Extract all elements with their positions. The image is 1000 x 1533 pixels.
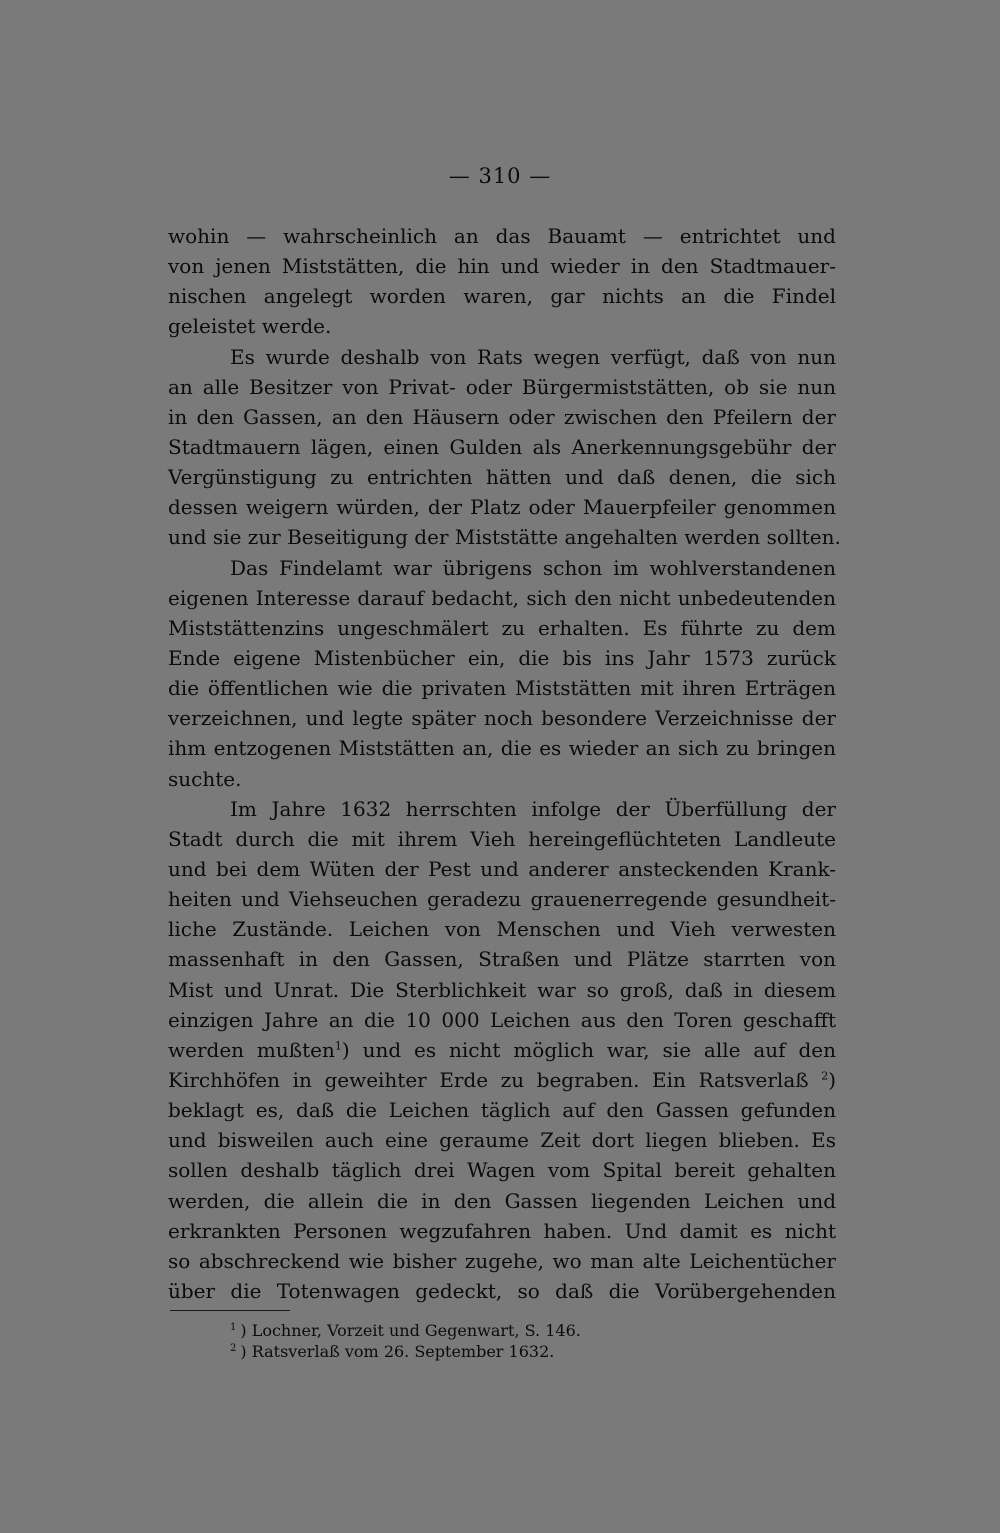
- footnotes: [230, 1320, 581, 1362]
- text-line: und sie zur Beseitigung der Miststätte angehalten werden sollten.: [168, 525, 841, 550]
- text-line: liche Zustände. Leichen von Menschen und Vieh verwesten: [168, 917, 836, 942]
- body-text: [168, 221, 841, 1306]
- text-line: geleistet werde.: [168, 314, 332, 339]
- footnote-text: ) Ratsverlaß vom 26. September 1632.: [240, 1342, 555, 1361]
- text-line: werden, die allein die in den Gassen liegenden Leichen und: [168, 1188, 836, 1213]
- text-line: von jenen Miststätten, die hin und wieder in den Stadtmauer-: [168, 254, 836, 279]
- text-line: verzeichnen, und legte später noch besondere Verzeichnisse der: [168, 706, 836, 731]
- footnote-text: ) Lochner, Vorzeit und Gegenwart, S. 146.: [240, 1321, 581, 1340]
- text-line: Stadt durch die mit ihrem Vieh hereingeflüchteten Landleute: [168, 826, 836, 851]
- text-line: Ende eigene Mistenbücher ein, die bis ins Jahr 1573 zurück: [168, 645, 836, 670]
- text-line: und bei dem Wüten der Pest und anderer ansteckenden Krank-: [168, 856, 836, 881]
- footnote: [230, 1320, 581, 1341]
- footnote-mark: 1: [230, 1321, 237, 1333]
- text-line: die öffentlichen wie die privaten Miststätten mit ihren Erträgen: [168, 676, 836, 701]
- text-line: heiten und Viehseuchen geradezu grauenerregende gesundheit-: [168, 887, 836, 912]
- footnote-mark: 2: [230, 1342, 237, 1354]
- text-line: eigenen Interesse darauf bedacht, sich den nicht unbedeutenden: [168, 585, 836, 610]
- text-line: so abschreckend wie bisher zugehe, wo man alte Leichentücher: [168, 1248, 836, 1273]
- text-segment: Kirchhöfen in geweihter Erde zu begraben. Ein Ratsverlaß: [168, 1067, 822, 1092]
- text-line: beklagt es, daß die Leichen täglich auf den Gassen gefunden: [168, 1098, 836, 1123]
- text-line: einzigen Jahre an die 10 000 Leichen aus den Toren geschafft: [168, 1007, 836, 1032]
- footnote: [230, 1341, 581, 1362]
- text-line: Es wurde deshalb von Rats wegen verfügt, daß von nun: [230, 344, 836, 369]
- text-line: Vergünstigung zu entrichten hätten und daß denen, die sich: [168, 465, 836, 490]
- text-line: an alle Besitzer von Privat- oder Bürgermiststätten, ob sie nun: [168, 374, 836, 399]
- text-line: dessen weigern würden, der Platz oder Mauerpfeiler genommen: [168, 495, 836, 520]
- text-segment: werden mußten: [168, 1037, 335, 1062]
- text-segment: ): [828, 1067, 836, 1092]
- text-line-with-footnote-ref: [168, 1035, 836, 1065]
- text-line: suchte.: [168, 766, 242, 791]
- text-line: sollen deshalb täglich drei Wagen vom Spital bereit gehalten: [168, 1158, 836, 1183]
- footnote-reference: 1: [334, 1039, 342, 1053]
- text-line: und bisweilen auch eine geraume Zeit dort liegen blieben. Es: [168, 1128, 836, 1153]
- text-line: Mist und Unrat. Die Sterblichkeit war so groß, daß in diesem: [168, 977, 836, 1002]
- text-line: erkrankten Personen wegzufahren haben. Und damit es nicht: [168, 1218, 836, 1243]
- text-line: Das Findelamt war übrigens schon im wohlverstandenen: [230, 555, 836, 580]
- footnote-divider: [170, 1310, 290, 1311]
- text-line: wohin — wahrscheinlich an das Bauamt — entrichtet und: [168, 224, 836, 248]
- text-line: Miststättenzins ungeschmälert zu erhalten. Es führte zu dem: [168, 615, 836, 640]
- footnote-reference: 2: [821, 1069, 829, 1083]
- text-line-with-footnote-ref: [168, 1065, 836, 1095]
- text-line: ihm entzogenen Miststätten an, die es wieder an sich zu bringen: [168, 736, 836, 761]
- page-number: — 310 —: [448, 164, 552, 188]
- text-segment: ) und es nicht möglich war, sie alle auf den: [341, 1037, 836, 1062]
- text-line: über die Totenwagen gedeckt, so daß die Vorübergehenden: [168, 1278, 836, 1303]
- text-line: in den Gassen, an den Häusern oder zwischen den Pfeilern der: [168, 404, 836, 429]
- text-line: nischen angelegt worden waren, gar nichts an die Findel: [168, 284, 836, 309]
- text-line: Stadtmauern lägen, einen Gulden als Anerkennungsgebühr der: [168, 434, 836, 459]
- text-line: Im Jahre 1632 herrschten infolge der Überfüllung der: [230, 796, 836, 821]
- text-line: massenhaft in den Gassen, Straßen und Plätze starrten von: [168, 947, 836, 972]
